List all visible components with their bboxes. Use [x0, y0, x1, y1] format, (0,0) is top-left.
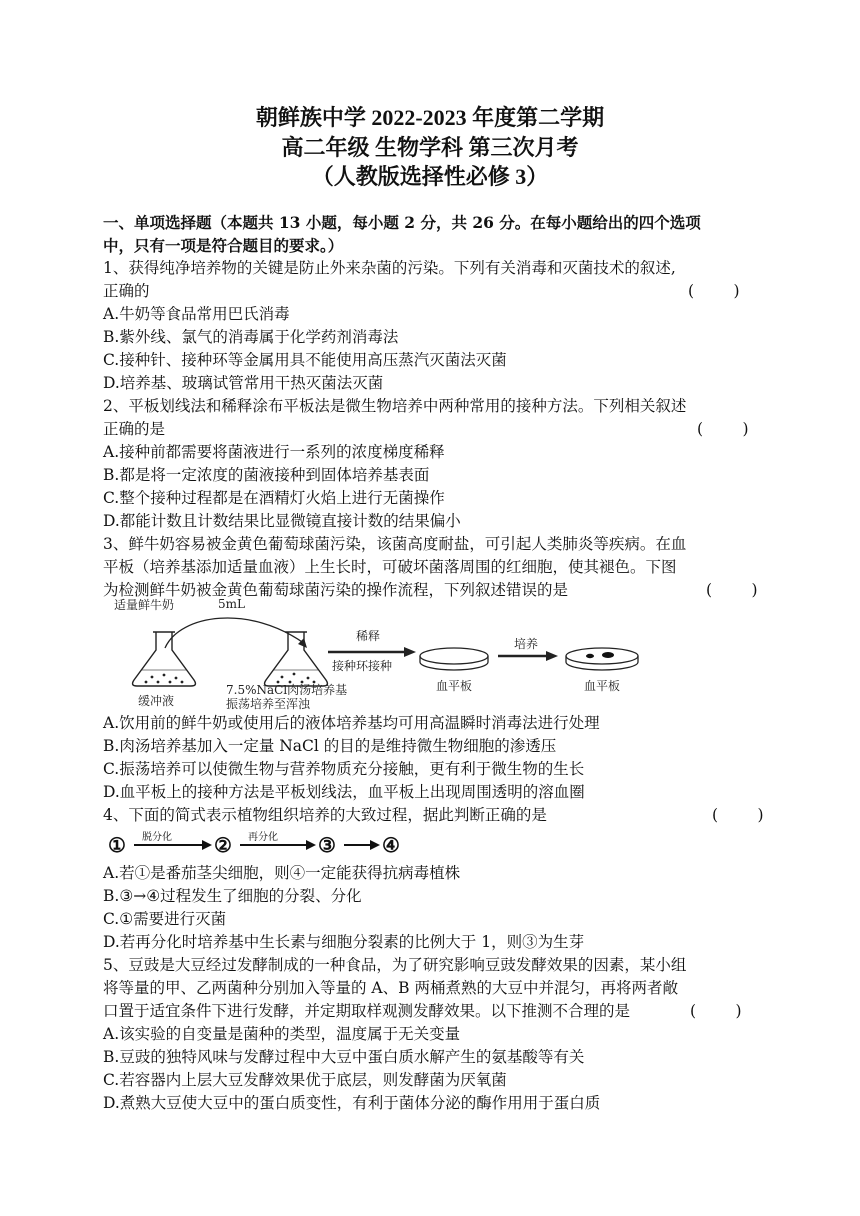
- inoculate-label: 接种环接种: [332, 659, 393, 673]
- exam-title-edition: （人教版选择性必修 3）: [311, 164, 549, 189]
- q1-option-c: C.接种针、接种环等金属用具不能使用高压蒸汽灭菌法灭菌: [103, 351, 507, 369]
- q1-answer-paren: ( ): [688, 282, 740, 300]
- q3-option-c: C.振荡培养可以使微生物与营养物质充分接触，更有利于微生物的生长: [103, 760, 585, 778]
- exam-title-grade: 高二年级 生物学科 第三次月考: [281, 135, 579, 160]
- inoculate-arrow-head: [404, 647, 416, 657]
- q3-option-a: A.饮用前的鲜牛奶或使用后的液体培养基均可用高温瞬时消毒法进行处理: [103, 714, 600, 732]
- q5-option-b: B.豆豉的独特风味与发酵过程中大豆中蛋白质水解产生的氨基酸等有关: [103, 1048, 585, 1066]
- q2-stem-line1: 2、平板划线法和稀释涂布平板法是微生物培养中两种常用的接种方法。下列相关叙述: [103, 397, 687, 415]
- buffer-label: 缓冲液: [138, 694, 175, 708]
- flow-step-3: ③: [318, 833, 336, 857]
- blood-plate-label-1: 血平板: [436, 679, 473, 693]
- q5-stem-line1: 5、豆豉是大豆经过发酵制成的一种食品，为了研究影响豆豉发酵效果的因素，某小组: [103, 956, 687, 974]
- q4-option-c: C.①需要进行灭菌: [103, 910, 227, 928]
- q3-option-d: D.血平板上的接种方法是平板划线法，血平板上出现周围透明的溶血圈: [103, 783, 585, 801]
- flow-label-redifferentiation: 再分化: [248, 832, 278, 843]
- q5-answer-paren: ( ): [690, 1002, 742, 1020]
- milk-label: 适量鲜牛奶: [114, 598, 175, 612]
- q5-option-a: A.该实验的自变量是菌种的类型，温度属于无关变量: [103, 1025, 461, 1043]
- q5-option-d: D.煮熟大豆使大豆中的蛋白质变性，有利于菌体分泌的酶作用用于蛋白质: [103, 1094, 601, 1112]
- q3-stem-line3: 为检测鲜牛奶被金黄色葡萄球菌污染的操作流程，下列叙述错误的是: [103, 581, 569, 599]
- flow-label-dedifferentiation: 脱分化: [142, 832, 172, 843]
- q4-stem-line1: 4、下面的简式表示植物组织培养的大致过程，据此判断正确的是: [103, 806, 547, 824]
- q3-stem-line2: 平板（培养基添加适量血液）上生长时，可破坏菌落周围的红细胞，使其褪色。下图: [103, 558, 677, 576]
- section-heading-line2: 中，只有一项是符合题目的要求。）: [103, 236, 344, 255]
- volume-label: 5mL: [218, 597, 245, 611]
- q5-stem-line2: 将等量的甲、乙两菌种分别加入等量的 A、B 两桶煮熟的大豆中并混匀，再将两者敞: [103, 979, 678, 997]
- culture-label: 培养: [514, 637, 539, 651]
- dilute-label: 稀释: [356, 629, 381, 643]
- broth-label-line1: 7.5%NaCl肉汤培养基: [226, 683, 348, 697]
- blood-plate-label-2: 血平板: [584, 679, 621, 693]
- buffer-flask-icon: [133, 632, 196, 686]
- blood-plate-icon: [420, 648, 488, 670]
- q5-stem-line3: 口置于适宜条件下进行发酵，并定期取样观测发酵效果。以下推测不合理的是: [103, 1002, 631, 1020]
- flow-step-4: ④: [382, 833, 400, 857]
- q3-answer-paren: ( ): [706, 581, 758, 599]
- q1-stem-line1: 1、获得纯净培养物的关键是防止外来杂菌的污染。下列有关消毒和灭菌技术的叙述,: [103, 259, 676, 277]
- q2-option-b: B.都是将一定浓度的菌液接种到固体培养基表面: [103, 466, 430, 484]
- exam-title-school: 朝鲜族中学 2022-2023 年度第二学期: [255, 105, 605, 130]
- q3-stem-line1: 3、鲜牛奶容易被金黄色葡萄球菌污染，该菌高度耐盐，可引起人类肺炎等疾病。在血: [103, 535, 687, 553]
- q1-stem-line2: 正确的: [103, 282, 150, 300]
- q2-option-d: D.都能计数且计数结果比显微镜直接计数的结果偏小: [103, 512, 461, 530]
- q4-flow-diagram: [106, 828, 416, 862]
- flow-step-1: ①: [108, 833, 126, 857]
- culture-arrow-head: [546, 651, 558, 661]
- q4-option-d: D.若再分化时培养基中生长素与细胞分裂素的比例大于 1，则③为生芽: [103, 933, 585, 951]
- q5-option-c: C.若容器内上层大豆发酵效果优于底层，则发酵菌为厌氧菌: [103, 1071, 507, 1089]
- q3-option-b: B.肉汤培养基加入一定量 NaCl 的目的是维持微生物细胞的渗透压: [103, 737, 557, 755]
- section-heading-line1: 一、单项选择题（本题共 13 小题，每小题 2 分，共 26 分。在每小题给出的四个选项: [103, 213, 701, 232]
- q1-option-a: A.牛奶等食品常用巴氏消毒: [103, 305, 290, 323]
- q1-option-b: B.紫外线、氯气的消毒属于化学药剂消毒法: [103, 328, 399, 346]
- flow-step-2: ②: [214, 833, 232, 857]
- transfer-curve-arrow: [165, 618, 305, 648]
- q1-option-d: D.培养基、玻璃试管常用干热灭菌法灭菌: [103, 374, 384, 392]
- q2-option-c: C.整个接种过程都是在酒精灯火焰上进行无菌操作: [103, 489, 445, 507]
- q2-answer-paren: ( ): [697, 420, 749, 438]
- q4-answer-paren: ( ): [712, 806, 764, 824]
- broth-flask-icon: [265, 632, 328, 686]
- broth-label-line2: 振荡培养至浑浊: [226, 697, 311, 711]
- blood-plate-colonies-icon: [566, 648, 638, 670]
- q4-option-a: A.若①是番茄茎尖细胞，则④一定能获得抗病毒植株: [103, 864, 461, 882]
- q3-procedure-figure: [110, 596, 650, 714]
- q2-stem-line2: 正确的是: [103, 420, 166, 438]
- q4-option-b: B.③→④过程发生了细胞的分裂、分化: [103, 887, 362, 905]
- q2-option-a: A.接种前都需要将菌液进行一系列的浓度梯度稀释: [103, 443, 445, 461]
